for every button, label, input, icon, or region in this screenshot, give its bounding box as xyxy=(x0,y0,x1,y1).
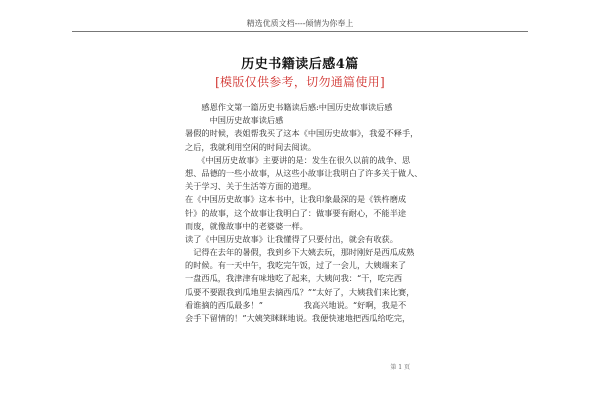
body-line: 看谁摘的西瓜最多！” 我高兴地说。“好啊，我是不 xyxy=(185,299,407,310)
body-line: 《中国历史故事》主要讲的是：发生在很久以前的战争、思 xyxy=(185,154,411,165)
body-line: 读了《中国历史故事》让我懂得了只要付出，就会有收获。 xyxy=(185,233,398,244)
body-line: 而废，就像故事中的老婆婆一样。 xyxy=(185,220,308,231)
body-line: 一盘西瓜，我津津有味地吃了起来，大姨问我：“干，吃完西 xyxy=(185,273,403,284)
body-line: 的时候。有一天中午，我吃完午饭，过了一会儿，大姨端来了 xyxy=(185,260,407,271)
body-line: 会手下留情的！”大姨笑眯眯地说。我便快速地把西瓜给吃完， xyxy=(185,313,411,323)
page-number: 第 1 页 xyxy=(390,364,410,371)
body-line: 关于学习、关于生活等方面的道理。 xyxy=(185,181,317,192)
body-line: 记得在去年的暑假，我到乡下大姨去玩，那时刚好是西瓜成熟 xyxy=(185,247,415,258)
body-line: 想、品德的一些小故事，从这些小故事让我明白了许多关于做人、 xyxy=(185,167,423,178)
body-line: 在《中国历史故事》这本书中，让我印象最深的是《铁杵磨成 xyxy=(185,194,407,205)
header-divider xyxy=(72,31,528,32)
body-line: 针》的故事，这个故事让我明白了：做事要有耐心，不能半途 xyxy=(185,207,407,218)
body-line: 瓜要不要跟我到瓜地里去摘西瓜？”“太好了，大姨我们来比赛， xyxy=(185,286,415,297)
body-line: 暑假的时候，表姐帮我买了这本《中国历史故事》，我爱不释手， xyxy=(185,128,419,139)
body-line: 之后，我就利用空闲的时间去阅读。 xyxy=(185,141,317,152)
body-line: 感恩作文第一篇历史书籍读后感:中国历史故事读后感 xyxy=(185,102,393,112)
body-line: 中国历史故事读后感 xyxy=(185,115,284,126)
document-body xyxy=(185,101,443,325)
page-header: 精选优质文档----倾情为你奉上 xyxy=(246,19,354,28)
document-title: 历史书籍读后感4篇 xyxy=(241,57,359,72)
document-subtitle: [模版仅供参考，切勿通篇使用] xyxy=(215,75,385,89)
